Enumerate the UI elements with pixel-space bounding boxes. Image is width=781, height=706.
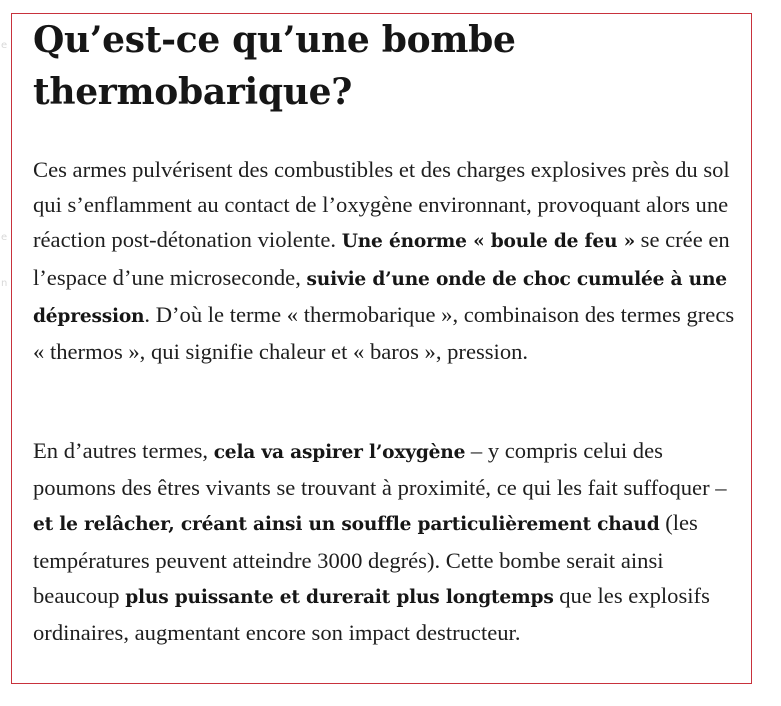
text-run: . D’où le terme « thermobarique », combinaison des termes grecs « thermos », qui signifie chaleur et « baros », pression.	[33, 301, 735, 365]
bold-text-run: et le relâcher, créant ainsi un souffle particulièrement chaud	[33, 514, 660, 536]
bold-text-run: Une énorme « boule de feu »	[341, 231, 635, 253]
text-run: Ces armes pulvérisent des combustibles et des charges explosives près du sol qui s’enflamment au contact de l’oxygène environnant, provoquant alors une réaction post-détonation violente.	[33, 157, 730, 253]
text-run: se crée en l’espace d’une microseconde,	[33, 227, 730, 290]
bold-text-run: suivie d’une onde de choc cumulée à une dépression	[33, 268, 727, 327]
background-page-edge: e e n	[1, 40, 8, 289]
text-run: (les températures peuvent atteindre 3000 degrés). Cette bombe serait ainsi beaucoup	[33, 510, 698, 608]
text-run: – y compris celui des poumons des êtres vivants se trouvant à proximité, ce qui les fait suffoquer –	[33, 438, 727, 501]
text-run: que les explosifs ordinaires, augmentant encore son impact destructeur.	[33, 582, 710, 646]
article-paragraph-2	[33, 433, 745, 650]
bold-text-run: plus puissante et durerait plus longtemps	[125, 586, 554, 608]
text-run: En d’autres termes,	[33, 438, 214, 463]
article-title: Qu’est-ce qu’une bombe thermobarique?	[33, 19, 516, 113]
bold-text-run: cela va aspirer l’oxygène	[213, 442, 466, 463]
article-paragraph-1	[33, 152, 745, 369]
